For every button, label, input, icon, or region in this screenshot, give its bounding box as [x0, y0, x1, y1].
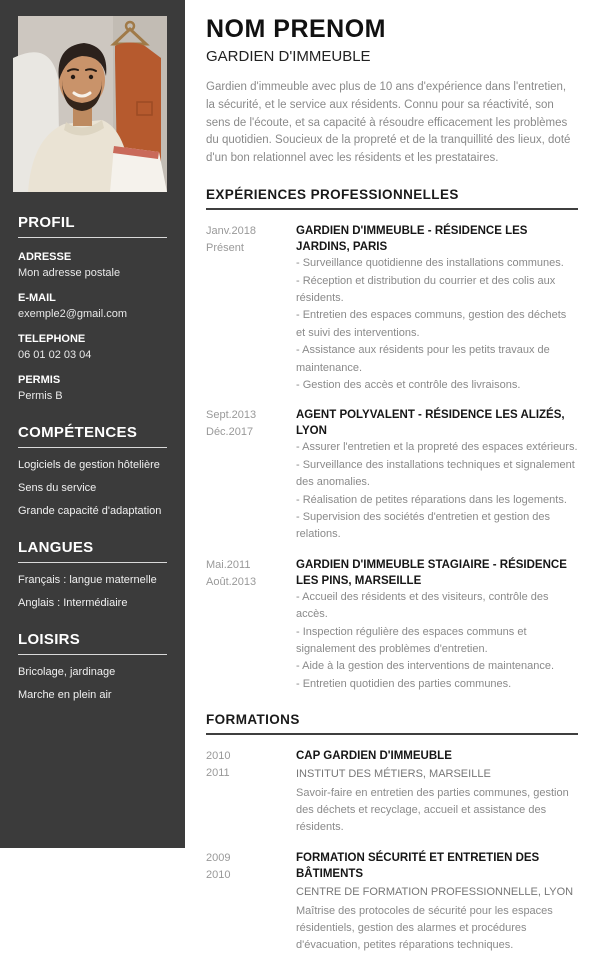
- bullet: - Inspection régulière des espaces communs et signalement des problèmes d'entretien.: [296, 625, 527, 655]
- experience-entry: [206, 407, 578, 543]
- profile-photo: [18, 16, 167, 192]
- field-label: PERMIS: [18, 374, 61, 386]
- education-entry: [206, 850, 578, 955]
- profil-field-telephone: [18, 333, 167, 361]
- field-value: exemple2@gmail.com: [18, 308, 127, 320]
- experience-title: GARDIEN D'IMMEUBLE STAGIAIRE - RÉSIDENCE LES PINS, MARSEILLE: [296, 558, 567, 587]
- field-value: Permis B: [18, 390, 63, 402]
- bullet: - Réalisation de petites réparations dans les logements.: [296, 493, 567, 506]
- sidebar-section-title-profil: PROFIL: [18, 214, 167, 238]
- sidebar-section-title-langues: LANGUES: [18, 539, 167, 563]
- competence-item: Logiciels de gestion hôtelière: [18, 459, 160, 471]
- loisir-item: Bricolage, jardinage: [18, 666, 116, 678]
- experience-entry: [206, 557, 578, 693]
- bullet: - Surveillance quotidienne des installations communes.: [296, 257, 564, 270]
- education-entry: [206, 748, 578, 837]
- field-label: ADRESSE: [18, 251, 72, 263]
- experience-title: GARDIEN D'IMMEUBLE - RÉSIDENCE LES JARDINS, PARIS: [296, 225, 528, 254]
- experience-bullets: [296, 439, 578, 543]
- date-end: Août.2013: [206, 575, 257, 588]
- bullet: - Assistance aux résidents pour les petits travaux de maintenance.: [296, 344, 550, 374]
- field-value: 06 01 02 03 04: [18, 349, 92, 361]
- sidebar-section-title-competences: COMPÉTENCES: [18, 424, 167, 448]
- education-school: CENTRE DE FORMATION PROFESSIONNELLE, LYON: [296, 886, 574, 899]
- experience-title: AGENT POLYVALENT - RÉSIDENCE LES ALIZÉS, LYON: [296, 409, 565, 438]
- date-start: Mai.2011: [206, 558, 251, 571]
- date-start: Janv.2018: [206, 225, 256, 238]
- education-description: Savoir-faire en entretien des parties communes, gestion des déchets et recyclage, accueil et assistance des résidents.: [296, 786, 569, 834]
- date-start: 2010: [206, 750, 231, 763]
- competence-item: Grande capacité d'adaptation: [18, 505, 162, 517]
- bullet: - Entretien des espaces communs, gestion des déchets et suivi des interventions.: [296, 309, 567, 339]
- bullet: - Accueil des résidents et des visiteurs, contrôle des accès.: [296, 590, 549, 621]
- loisir-item: Marche en plein air: [18, 689, 112, 701]
- sidebar: [0, 0, 185, 848]
- date-end: Présent: [206, 242, 244, 255]
- candidate-name: NOM PRENOM: [206, 15, 386, 43]
- bullet: - Aide à la gestion des interventions de maintenance.: [296, 660, 555, 673]
- entry-dates: [206, 407, 296, 543]
- sidebar-section-title-loisirs: LOISIRS: [18, 631, 167, 655]
- section-title-experiences: EXPÉRIENCES PROFESSIONNELLES: [206, 187, 578, 210]
- date-start: Sept.2013: [206, 409, 257, 422]
- field-value: Mon adresse postale: [18, 267, 121, 279]
- date-end: Déc.2017: [206, 426, 254, 439]
- experience-bullets: [296, 589, 578, 693]
- bullet: - Assurer l'entretien et la propreté des espaces extérieurs.: [296, 441, 578, 454]
- profil-field-email: [18, 292, 167, 320]
- entry-dates: [206, 748, 296, 837]
- langue-item: Français : langue maternelle: [18, 574, 157, 586]
- experience-entry: [206, 223, 578, 394]
- education-description: Maîtrise des protocoles de sécurité pour les espaces résidentiels, gestion des alarmes et procédures d'évacuation, petites réparations techniques.: [296, 904, 553, 952]
- candidate-job-title: GARDIEN D'IMMEUBLE: [206, 48, 371, 65]
- bullet: - Gestion des accès et contrôle des livraisons.: [296, 378, 521, 391]
- profile-photo-illustration: [18, 16, 167, 192]
- experience-bullets: [296, 255, 578, 394]
- main-column: [185, 0, 600, 952]
- education-school: INSTITUT DES MÉTIERS, MARSEILLE: [296, 768, 491, 781]
- langue-item: Anglais : Intermédiaire: [18, 597, 128, 609]
- bullet: - Surveillance des installations techniques et signalement des anomalies.: [296, 458, 575, 489]
- bullet: - Entretien quotidien des parties communes.: [296, 677, 512, 690]
- profile-summary: Gardien d'immeuble avec plus de 10 ans d'expérience dans l'entretien, la sécurité, et le service aux résidents. Connu pour sa réactivité, son sens de l'écoute, et sa capacité à résoudre efficacement les problèmes du quotidien. Soucieux de la propreté et de la tranquillité des lieux, doté d'un bon relationnel avec les résidents et les prestataires.: [206, 81, 571, 165]
- education-title: CAP GARDIEN D'IMMEUBLE: [296, 750, 452, 763]
- field-label: E-MAIL: [18, 292, 56, 304]
- bullet: - Réception et distribution du courrier et des colis aux résidents.: [296, 274, 556, 304]
- date-end: 2011: [206, 767, 230, 780]
- profil-field-adresse: [18, 251, 167, 279]
- section-title-formations: FORMATIONS: [206, 712, 578, 735]
- date-end: 2010: [206, 868, 231, 881]
- competence-item: Sens du service: [18, 482, 97, 494]
- entry-dates: [206, 223, 296, 394]
- entry-dates: [206, 557, 296, 693]
- bullet: - Supervision des sociétés d'entretien et gestion des relations.: [296, 510, 551, 541]
- education-title: FORMATION SÉCURITÉ ET ENTRETIEN DES BÂTIMENTS: [296, 851, 540, 880]
- profil-field-permis: [18, 374, 167, 402]
- date-start: 2009: [206, 851, 231, 864]
- entry-dates: [206, 850, 296, 955]
- field-label: TELEPHONE: [18, 333, 86, 345]
